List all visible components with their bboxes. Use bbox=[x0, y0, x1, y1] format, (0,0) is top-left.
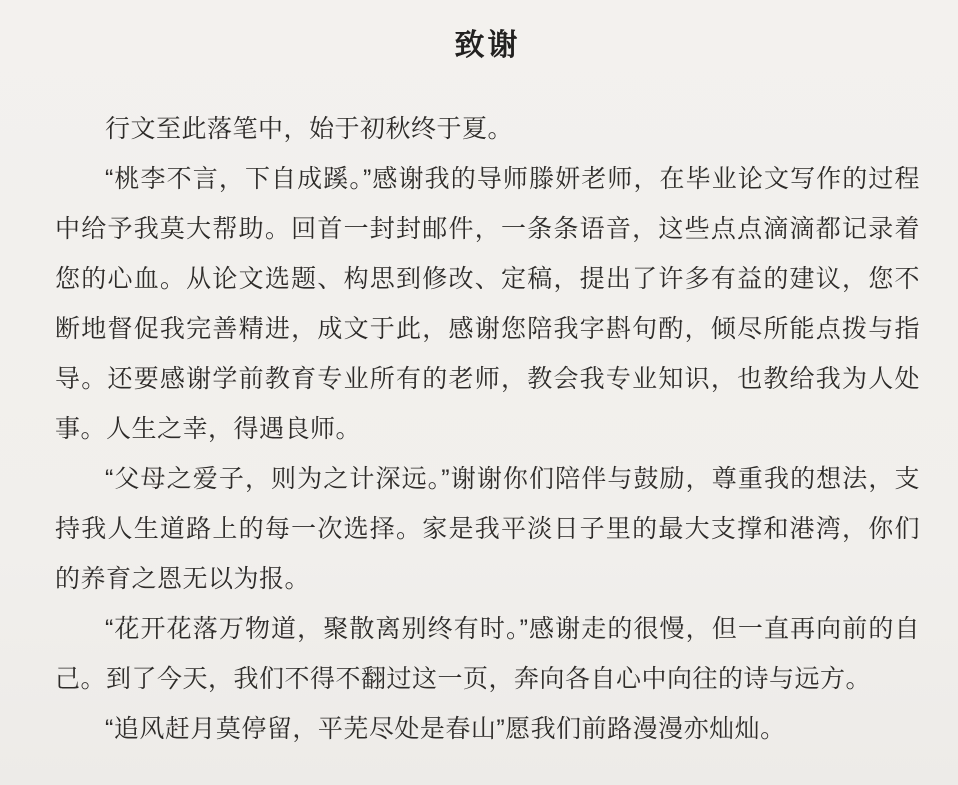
acknowledgements-body bbox=[55, 104, 920, 754]
paragraph: “桃李不言，下自成蹊。”感谢我的导师滕妍老师，在毕业论文写作的过程中给予我莫大帮助。回首一封封邮件，一条条语音，这些点点滴滴都记录着您的心血。从论文选题、构思到修改、定稿，提出了许多有益的建议，您不断地督促我完善精进，成文于此，感谢您陪我字斟句酌，倾尽所能点拨与指导。还要感谢学前教育专业所有的老师，教会我专业知识，也教给我为人处事。人生之幸，得遇良师。 bbox=[55, 165, 920, 443]
paragraph: “追风赶月莫停留，平芜尽处是春山”愿我们前路漫漫亦灿灿。 bbox=[105, 715, 786, 743]
page-title: 致谢 bbox=[454, 29, 521, 62]
paragraph: 行文至此落笔中，始于初秋终于夏。 bbox=[105, 115, 514, 143]
paragraph: “花开花落万物道，聚散离别终有时。”感谢走的很慢，但一直再向前的自己。到了今天，我们不得不翻过这一页，奔向各自心中向往的诗与远方。 bbox=[55, 615, 920, 693]
paragraph: “父母之爱子，则为之计深远。”谢谢你们陪伴与鼓励，尊重我的想法，支持我人生道路上的每一次选择。家是我平淡日子里的最大支撑和港湾，你们的养育之恩无以为报。 bbox=[55, 465, 920, 593]
